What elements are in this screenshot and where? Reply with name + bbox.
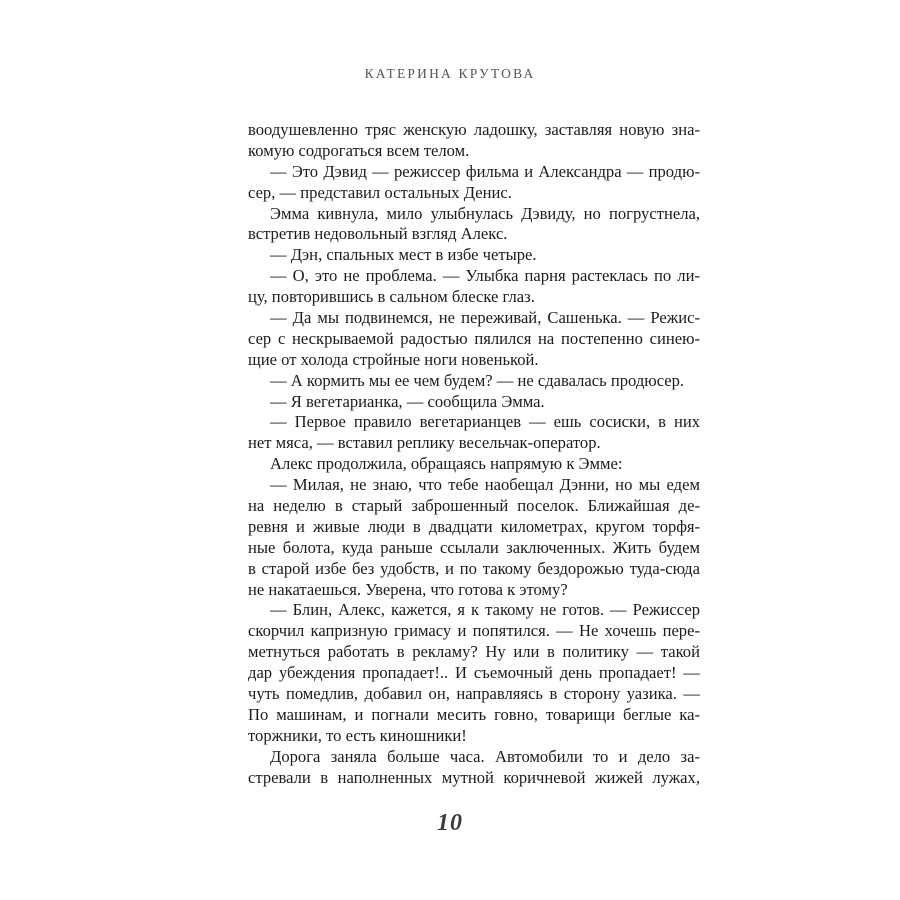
text-line: на неделю в старый заброшенный поселок. Ближайшая де- [248,496,700,516]
running-head: КАТЕРИНА КРУТОВА [364,66,536,81]
text-line: не накатаешься. Уверена, что готова к этому? [248,579,568,599]
text-line: сер, — представил остальных Денис. [248,182,512,202]
text-line: воодушевленно тряс женскую ладошку, заставляя новую зна- [248,120,700,139]
text-line: стревали в наполненных мутной коричневой жижей лужах, [248,767,700,787]
text-line: метнуться работать в рекламу? Ну или в политику — такой [248,642,700,662]
text-line: — А кормить мы ее чем будем? — не сдавалась продюсер. [270,370,685,390]
text-line: Дорога заняла больше часа. Автомобили то и дело за- [270,746,700,766]
text-line: чуть помедлив, добавил он, направляясь в сторону уазика. — [248,684,700,704]
text-line: — Да мы подвинемся, не переживай, Сашенька. — Режис- [270,308,700,328]
text-line: нет мяса, — вставил реплику весельчак-оператор. [248,433,601,453]
text-line: Эмма кивнула, мило улыбнулась Дэвиду, но погрустнела, [270,203,700,223]
text-line: щие от холода стройные ноги новенькой. [248,349,539,369]
text-line: — Это Дэвид — режиссер фильма и Александра — продю- [270,161,700,181]
text-line: — Милая, не знаю, что тебе наобещал Дэнни, но мы едем [270,475,700,495]
page-number: 10 [437,810,463,836]
text-line: дар убеждения пропадает!.. И съемочный день пропадает! — [248,663,700,683]
text-line: цу, повторившись в сальном блеске глаз. [248,287,535,307]
text-line: По машинам, и погнали месить говно, товарищи беглые ка- [248,704,700,724]
text-line: — Дэн, спальных мест в избе четыре. [270,245,537,265]
text-line: сер с нескрываемой радостью пялился на постепенно синею- [248,328,700,348]
text-line: в старой избе без удобств, и по такому бездорожью туда-сюда [248,558,700,578]
text-line: ревня и живые люди в двадцати километрах, кругом торфя- [248,516,700,536]
text-line: — Я вегетарианка, — сообщила Эмма. [270,391,545,411]
text-line: — Первое правило вегетарианцев — ешь сосиски, в них [270,412,700,432]
text-line: торжники, то есть киношники! [248,725,467,745]
text-line: встретив недовольный взгляд Алекс. [248,224,508,244]
text-line: скорчил капризную гримасу и попятился. — Не хочешь пере- [248,621,700,641]
text-line: ные болота, куда раньше ссылали заключенных. Жить будем [248,537,700,557]
text-line: Алекс продолжила, обращаясь напрямую к Эмме: [270,454,623,474]
body-text [248,120,700,789]
text-line: — О, это не проблема. — Улыбка парня растеклась по ли- [270,266,700,286]
text-line: комую содрогаться всем телом. [248,140,470,160]
text-line: — Блин, Алекс, кажется, я к такому не готов. — Режиссер [270,600,700,620]
